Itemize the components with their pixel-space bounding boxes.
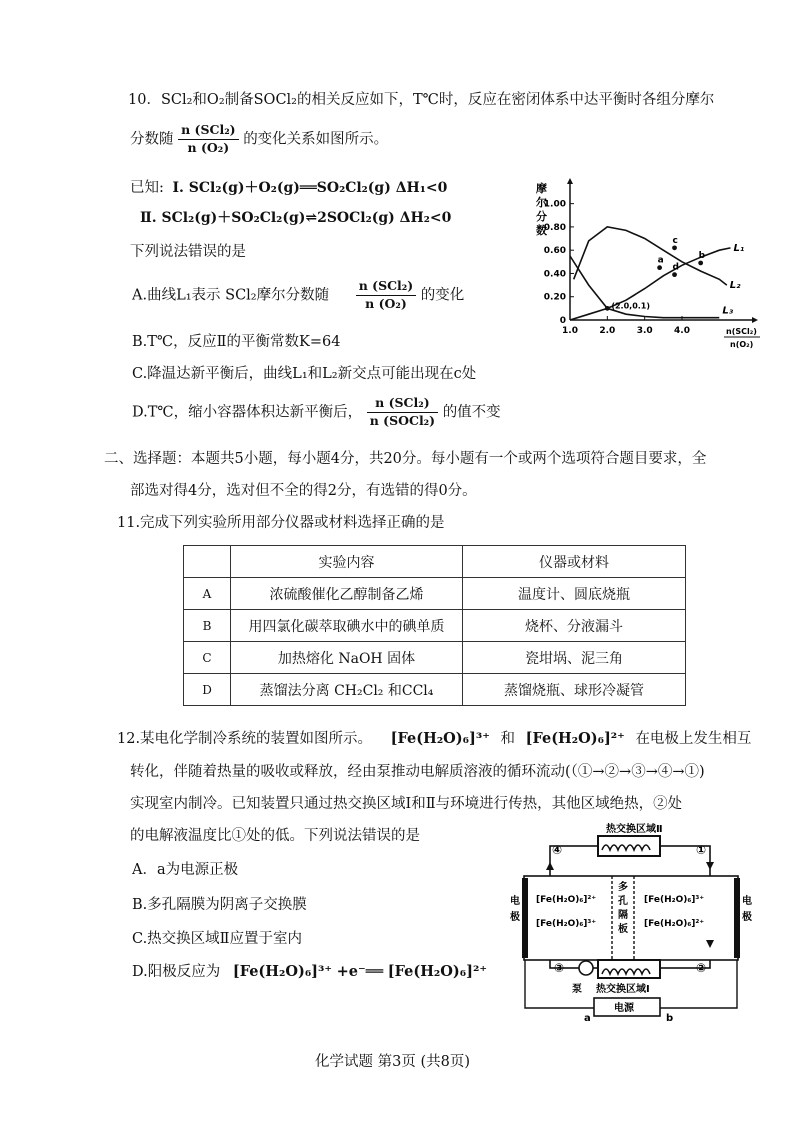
- row-content: 加热熔化 NaOH 固体: [231, 642, 463, 674]
- table-header-material: 仪器或材料: [463, 546, 686, 578]
- zone2-label: 热交换区域Ⅱ: [606, 824, 663, 835]
- y-tick-label: 0.80: [543, 222, 566, 233]
- option-d-fraction: [367, 395, 438, 430]
- section2-line1: 二、选择题：本题共5小题，每小题4分，共20分。每小题有一个或两个选项符合题目要求，全: [104, 451, 707, 467]
- table-header-content: 实验内容: [231, 546, 463, 578]
- table-header-empty: [184, 546, 231, 578]
- membrane-char-2: 孔: [618, 896, 628, 907]
- option-a-text: A.曲线L₁表示 SCl₂摩尔分数随: [132, 287, 330, 304]
- known-label: 已知:: [130, 180, 164, 196]
- option-d-text-end: 的值不变: [442, 404, 501, 421]
- flow-arrow-icon: [546, 862, 554, 870]
- q12-option-a: A．a为电源正极: [132, 862, 239, 878]
- ion-fe3: [Fe(H₂O)₆]³⁺: [390, 730, 490, 747]
- left-top-ion: [Fe(H₂O)₆]²⁺: [536, 895, 597, 905]
- data-point: [605, 306, 610, 311]
- fraction-numerator: n (SCl₂): [356, 278, 416, 296]
- fraction-numerator: n (SCl₂): [367, 395, 438, 413]
- row-content: 浓硫酸催化乙醇制备乙烯: [231, 578, 463, 610]
- row-label: A: [184, 578, 231, 610]
- fraction-numerator: n (SCl₂): [178, 122, 238, 140]
- series-line-1: [570, 248, 734, 320]
- q12-and: 和: [500, 731, 515, 747]
- electrode-label-right-2: 极: [742, 912, 752, 923]
- mole-fraction-chart: [528, 178, 760, 358]
- q12-line1: [117, 727, 751, 748]
- x-axis-arrow-icon: [752, 317, 758, 323]
- cell-diagram: [510, 822, 752, 1024]
- q11-stem: 11.完成下列实验所用部分仪器或材料选择正确的是: [117, 515, 445, 531]
- y-axis-arrow-icon: [567, 178, 573, 184]
- point-label: c: [672, 235, 678, 246]
- pump-icon: [579, 961, 593, 975]
- q10-known: [130, 176, 447, 197]
- right-bottom-ion: [Fe(H₂O)₆]²⁺: [644, 919, 705, 929]
- left-bottom-ion: [Fe(H₂O)₆]³⁺: [536, 919, 597, 929]
- position-3: ③: [554, 961, 565, 975]
- terminal-a: a: [584, 1013, 591, 1024]
- left-electrode: [522, 878, 528, 958]
- position-4: ④: [552, 843, 563, 857]
- membrane-char-1: 多: [618, 882, 628, 893]
- membrane-char-4: 板: [618, 924, 628, 935]
- right-electrode: [734, 878, 740, 958]
- x-tick-label: 2.0: [599, 326, 616, 336]
- option-a-fraction: [356, 278, 416, 313]
- q12-line3: 实现室内制冷。已知装置只通过热交换区域Ⅰ和Ⅱ与环境进行传热，其他区域绝热，②处: [130, 796, 683, 812]
- reaction-1: Ⅰ. SCl₂(g)＋O₂(g)══SO₂Cl₂(g) ΔH₁<0: [172, 180, 448, 196]
- chart-ylabel-1: 摩: [536, 182, 547, 195]
- q12-line4: 的电解液温度比①处的低。下列说法错误的是: [130, 828, 420, 844]
- option-d-ion1: [Fe(H₂O)₆]³⁺: [232, 963, 333, 980]
- data-point: [657, 265, 662, 270]
- row-material: 瓷坩埚、泥三角: [463, 642, 686, 674]
- q10-ratio-fraction: [178, 122, 238, 157]
- electrode-label-left-1: 电: [510, 896, 520, 907]
- row-material: 温度计、圆底烧瓶: [463, 578, 686, 610]
- electrode-label-right-1: 电: [742, 896, 752, 907]
- power-source-label: 电源: [614, 1003, 634, 1014]
- y-tick-label: 0.20: [543, 292, 566, 303]
- option-d-ion2: [Fe(H₂O)₆]²⁺: [387, 963, 487, 980]
- fraction-denominator: n (O₂): [187, 139, 230, 155]
- q10-option-d: [132, 395, 501, 430]
- q10-intro-text: 分数随: [130, 131, 174, 148]
- y-tick-label: 0.60: [543, 246, 566, 257]
- table-row: [184, 578, 686, 610]
- q10-question: 下列说法错误的是: [130, 244, 246, 260]
- position-1: ①: [696, 843, 707, 857]
- option-d-text: D.T℃，缩小容器体积达新平衡后，: [132, 404, 363, 421]
- ion-fe2: [Fe(H₂O)₆]²⁺: [525, 730, 625, 747]
- fraction-denominator: n (SOCl₂): [369, 412, 436, 428]
- cell-box: [524, 876, 738, 960]
- x-tick-label: 4.0: [674, 326, 690, 336]
- row-material: 蒸馏烧瓶、球形冷凝管: [463, 674, 686, 706]
- option-a-text-end: 的变化: [420, 287, 465, 304]
- point-label: d: [672, 262, 679, 273]
- data-point: [672, 245, 677, 250]
- reaction-2: Ⅱ. SCl₂(g)＋SO₂Cl₂(g)⇌2SOCl₂(g) ΔH₂<0: [140, 210, 452, 226]
- q12-text-end: 在电极上发生相互: [635, 731, 752, 747]
- electrode-label-left-2: 极: [510, 912, 520, 923]
- q12-line2: 转化，伴随着热量的吸收或释放，经由泵推动电解质溶液的循环流动(（①→②→③→④→①): [130, 764, 705, 780]
- option-d-text: D.阳极反应为: [132, 964, 221, 980]
- row-content: 用四氯化碳萃取碘水中的碘单质: [231, 610, 463, 642]
- data-point: [672, 272, 677, 277]
- q10-intro-line2: [130, 122, 388, 157]
- fraction-denominator: n (O₂): [365, 295, 407, 311]
- point-label: (2.0,0.1): [611, 301, 651, 311]
- position-2: ②: [696, 961, 707, 975]
- q10-intro-line1: 10．SCl₂和O₂制备SOCl₂的相关反应如下，T℃时，反应在密闭体系中达平衡时各组分摩尔: [128, 92, 715, 108]
- zone1-label: 热交换区域Ⅰ: [596, 984, 650, 995]
- membrane-char-3: 隔: [618, 910, 628, 921]
- data-point: [698, 261, 703, 266]
- y-tick-label: 1.00: [543, 199, 566, 210]
- section2-line2: 部选对得4分，选对但不全的得2分，有选错的得0分。: [130, 483, 477, 499]
- q12-option-c: C.热交换区域Ⅱ应置于室内: [132, 931, 303, 947]
- chart-xlabel-den: n(O₂): [730, 340, 754, 349]
- chart-ylabel-2: 尔: [536, 196, 547, 209]
- point-label: a: [657, 255, 664, 266]
- q10-option-a: [132, 278, 464, 313]
- right-top-ion: [Fe(H₂O)₆]³⁺: [644, 895, 705, 905]
- series-label: L₁: [733, 242, 745, 254]
- point-label: b: [698, 250, 706, 261]
- q12-option-b: B.多孔隔膜为阴离子交换膜: [132, 897, 307, 913]
- x-tick-label: 3.0: [636, 326, 653, 336]
- table-header-row: [184, 546, 686, 578]
- y-tick-label: 0.40: [543, 269, 566, 280]
- flow-arrow-icon: [706, 862, 714, 870]
- chart-xlabel-num: n(SCl₂): [726, 327, 757, 336]
- row-label: B: [184, 610, 231, 642]
- q10-option-b: B.T℃，反应Ⅱ的平衡常数K=64: [132, 334, 341, 350]
- table-row: [184, 610, 686, 642]
- experiment-table: [183, 545, 686, 706]
- q12-text: 12.某电化学制冷系统的装置如图所示。: [117, 731, 373, 747]
- row-label: C: [184, 642, 231, 674]
- x-tick-label: 1.0: [562, 326, 578, 336]
- terminal-b: b: [666, 1013, 674, 1024]
- row-material: 烧杯、分液漏斗: [463, 610, 686, 642]
- row-content: 蒸馏法分离 CH₂Cl₂ 和CCl₄: [231, 674, 463, 706]
- table-row: [184, 642, 686, 674]
- chart-ylabel-3: 分: [536, 210, 547, 223]
- pump-label: 泵: [572, 984, 582, 995]
- q10-option-c: C.降温达新平衡后，曲线L₁和L₂新交点可能出现在c处: [132, 366, 477, 382]
- row-label: D: [184, 674, 231, 706]
- chart-ylabel-4: 数: [536, 224, 547, 237]
- option-d-mid: +e⁻══: [336, 963, 384, 980]
- page-footer: 化学试题 第3页 (共8页): [315, 1054, 470, 1070]
- q10-intro-text-end: 的变化关系如图所示。: [243, 131, 389, 148]
- series-label: L₂: [729, 280, 741, 292]
- q12-option-d: [132, 960, 487, 981]
- table-row: [184, 674, 686, 706]
- series-label: L₃: [722, 305, 734, 317]
- y-tick-label: 0: [559, 316, 566, 326]
